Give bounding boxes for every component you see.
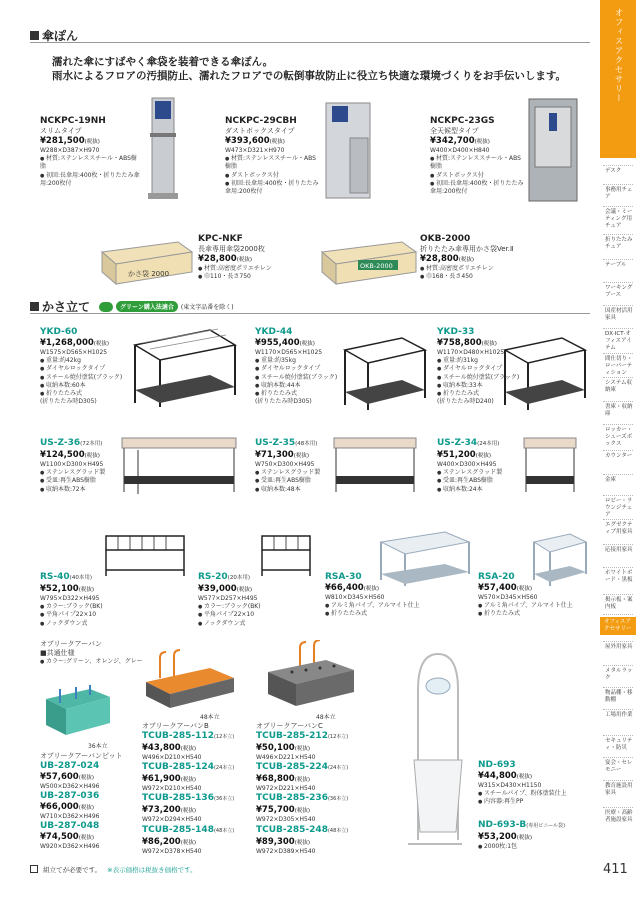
product-ykd-60: YKD-60 ¥1,268,000(税抜) W1575×D565×H1025 ● 重量:約42kg ● ダイヤルロックタイプ ● スチール焼付塗装(ブラック) ● 収納本数:60本 ● 折りたたみ式 (折りたたみ時D305) xyxy=(40,327,135,406)
label-48-b: 48本立 xyxy=(200,714,220,721)
sidebar-item[interactable]: 間仕切り・ローパーティション xyxy=(605,356,633,376)
sidebar-divider xyxy=(603,206,633,207)
label-36: 36本立 xyxy=(88,743,108,750)
sidebar-divider xyxy=(603,377,633,378)
leaf-icon xyxy=(99,302,113,312)
sidebar-divider xyxy=(603,594,633,595)
product-nckpc-23gs: NCKPC-23GS 全天候型タイプ ¥342,700(税抜) W400×D400×H840 ● 材質:ステンレススチール・ABS樹脂 ● ダストボックス付 ● 初回:長傘用:400枚・折りたたみ傘用:200枚付 xyxy=(430,116,525,196)
product-ykd-44: YKD-44 ¥955,400(税抜) W1170×D565×H1025 ● 重量:約35kg ● ダイヤルロックタイプ ● スチール焼付塗装(ブラック) ● 収納本数:44本 ● 折りたたみ式 (折りたたみ時D305) xyxy=(255,327,350,406)
sidebar-divider xyxy=(603,259,633,260)
sidebar-item[interactable]: 教育施設用家具 xyxy=(605,783,633,796)
product-rsa-30: RSA-30 ¥66,400(税抜) W810×D345×H560 ● アルミ角パイプ、アルマイト仕上 ● 折りたたみ式 xyxy=(325,572,435,619)
product-rs-40: RS-40(40本用) ¥52,100(税抜) W795×D322×H495 ● カラー:ブラック(BK) ● 平角パイプ22×10 ● ノックダウン式 xyxy=(40,572,130,628)
lead-line-2: 雨水によるフロアの汚損防止、濡れたフロアでの転倒事故防止に役立ち快適な環境づくりをお手伝いします。 xyxy=(52,70,566,82)
sidebar-divider xyxy=(603,328,633,329)
product-us-z-36: US-Z-36(72本用) ¥124,500(税抜) W1100×D300×H495 ● ステンレスグラッド製 ● 受皿:再生ABS樹脂 ● 収納本数:72本 xyxy=(40,438,135,494)
sidebar-divider xyxy=(603,687,633,688)
sidebar-item[interactable]: オフィスアクセサリー xyxy=(600,617,636,635)
sidebar-divider xyxy=(603,780,633,781)
product-rs-20: RS-20(20本用) ¥39,000(税抜) W577×D257×H495 ● カラー:ブラック(BK) ● 平角パイプ22×10 ● ノックダウン式 xyxy=(198,572,288,628)
sidebar-divider xyxy=(603,567,633,568)
sidebar-divider xyxy=(603,282,633,283)
sidebar-divider xyxy=(603,614,633,615)
sidebar-divider xyxy=(603,519,633,520)
product-image-ykd-60 xyxy=(130,325,240,410)
box-label-kpc: かさ袋 2000 xyxy=(128,270,170,278)
sidebar-item[interactable]: DX·ICT·オフィスアイテム xyxy=(605,331,632,351)
sidebar-divider xyxy=(603,424,633,425)
sidebar-item[interactable]: ロッカー・シューズボックス xyxy=(605,427,633,447)
sidebar-item[interactable]: 折りたたみチェア xyxy=(605,237,633,250)
sidebar-divider xyxy=(603,305,633,306)
sidebar-item[interactable]: 応接用家具 xyxy=(605,547,633,553)
sidebar-item[interactable]: 国産材活用家具 xyxy=(605,308,633,321)
sidebar-item[interactable]: 金庫 xyxy=(605,477,617,483)
sidebar-divider xyxy=(603,735,633,736)
product-image-okb-2000 xyxy=(318,238,418,286)
sidebar-divider xyxy=(603,450,633,451)
sidebar-category-band: オフィスアクセサリー xyxy=(600,0,636,158)
section-title-kasapon: 傘ぽん xyxy=(30,27,78,44)
sidebar-divider xyxy=(603,234,633,235)
page-number: 411 xyxy=(603,862,628,877)
sidebar-item[interactable]: 屋外用家具 xyxy=(605,644,633,650)
product-image-ykd-44 xyxy=(340,330,430,412)
product-image-kpc-nkf xyxy=(98,238,194,286)
sidebar-divider xyxy=(603,165,633,166)
sidebar-item[interactable]: 工場用作業 xyxy=(605,712,633,718)
sidebar-divider xyxy=(603,184,633,185)
product-tcub-285-2xx: オブリークアーバンC TCUB-285-212(12本立) ¥50,100(税抜) W496×D221×H540 TCUB-285-224(24本立) ¥68,800(税抜) W972×D221×H540 TCUB-285-236(36本立) ¥75,700(税抜) W972×D305×H540 TCUB-285-248(48本立) ¥89,300(税抜) W972×D389×H540 xyxy=(256,722,349,855)
product-nckpc-19nh: NCKPC-19NH スリムタイプ ¥281,500(税抜) W288×D387×H970 ● 材質:ステンレススチール・ABS樹脂 ● 初回:長傘用:400枚・折りたたみ傘用:200枚付 xyxy=(40,116,140,188)
sidebar-item[interactable]: 会議・ミーティング用チェア xyxy=(605,209,633,229)
sidebar-divider xyxy=(603,495,633,496)
sidebar-item[interactable]: ワーキングブース xyxy=(605,285,633,298)
sidebar-item[interactable]: 医療・高齢者施設家具 xyxy=(605,810,633,823)
product-kpc-nkf: KPC-NKF 長傘専用傘袋2000枚 ¥28,800(税抜) ● 材質:高密度ポリエチレン ● 巾110・長さ750 xyxy=(198,234,308,281)
sidebar-divider xyxy=(603,544,633,545)
product-ykd-33: YKD-33 ¥758,800(税抜) W1170×D480×H1025 ● 重量:約31kg ● ダイヤルロックタイプ ● スチール焼付塗装(ブラック) ● 収納本数:33本 ● 折りたたみ式 (折りたたみ時D240) xyxy=(437,327,532,406)
sidebar-item[interactable]: 宴会・セレモニー xyxy=(605,760,633,773)
sidebar-item[interactable]: 事務用チェア xyxy=(605,187,633,200)
lead-line-1: 濡れた傘にすばやく傘袋を装着できる傘ぽん。 xyxy=(52,56,274,68)
assembly-icon xyxy=(30,865,38,873)
sidebar-item[interactable]: セキュリティ・防災 xyxy=(605,738,633,751)
product-image-nd-693 xyxy=(398,650,468,850)
sidebar-item[interactable]: カウンター xyxy=(605,453,633,459)
product-okb-2000: OKB-2000 折りたたみ傘専用かさ袋Ver.Ⅱ ¥28,800(税抜) ● 材質:高密度ポリエチレン ● 巾168・長さ450 xyxy=(420,234,540,281)
sidebar-divider xyxy=(603,757,633,758)
product-tcub-285-1xx: オブリークアーバンB TCUB-285-112(12本立) ¥43,800(税抜) W496×D210×H540 TCUB-285-124(24本立) ¥61,900(税抜) W972×D210×H540 TCUB-285-136(36本立) ¥73,200(税抜) W972×D294×H540 TCUB-285-148(48本立) ¥86,200(税抜) W972×D378×H540 xyxy=(142,722,235,855)
product-ub-287: オブリークアーバンピット UB-287-024 ¥57,600(税抜) W500×D362×H496 UB-287-036 ¥66,000(税抜) W710×D362×H496 UB-287-048 ¥74,500(税抜) W920×D362×H496 xyxy=(40,752,123,851)
product-image-tcub-285-1 xyxy=(140,648,240,710)
sidebar-item[interactable]: システム収納庫 xyxy=(605,380,632,393)
product-nd-693: ND-693 ¥44,800(税抜) W315×D430×H1150 ● スチールパイプ、粉体塗装仕上 ● 内容器:再生PP xyxy=(478,760,593,807)
sidebar-item[interactable]: テーブル xyxy=(605,262,627,268)
sidebar-item[interactable]: ロビー・ラウンジチェア xyxy=(605,498,633,518)
product-image-us-z-36 xyxy=(118,432,240,497)
badge-note: (東文字品番を除く) xyxy=(180,304,234,311)
product-image-ub-287 xyxy=(40,685,115,740)
footer-note: 組立てが必要です。 ※表示価格は税抜き価格です。 xyxy=(30,865,197,874)
product-rsa-20: RSA-20 ¥57,400(税抜) W570×D345×H560 ● アルミ角パイプ、アルマイト仕上 ● 折りたたみ式 xyxy=(478,572,588,619)
sidebar-item[interactable]: 書庫・収納庫 xyxy=(605,404,633,417)
divider xyxy=(30,42,590,43)
label-48-c: 48本立 xyxy=(316,714,336,721)
sidebar-item[interactable]: ホワイトボード・黒板 xyxy=(605,570,633,583)
sidebar-item[interactable]: デスク xyxy=(605,168,622,174)
divider xyxy=(30,313,590,314)
sidebar-item[interactable]: エグゼクティブ用家具 xyxy=(605,522,633,535)
sidebar-item[interactable]: メタルラック xyxy=(605,668,633,681)
box-label-okb: OKB-2000 xyxy=(360,262,393,270)
product-nckpc-29cbh: NCKPC-29CBH ダストボックスタイプ ¥393,600(税抜) W473×D321×H970 ● 材質:ステンレススチール・ABS樹脂 ● ダストボックス付 ● 初回:長傘用:400枚・折りたたみ傘用:200枚付 xyxy=(225,116,320,196)
section-title-kasatate: かさ立て グリーン購入法適合 (東文字品番を除く) xyxy=(30,298,234,315)
product-image-nckpc-29cbh xyxy=(318,93,378,203)
product-image-nckpc-23gs xyxy=(525,95,581,205)
product-image-tcub-285-2 xyxy=(262,640,362,710)
urban-header: オブリークアーバン ■共通仕様 ● カラー:グリーン、オレンジ、グレー xyxy=(40,640,240,666)
product-us-z-34: US-Z-34(24本用) ¥51,200(税抜) W400×D300×H495 ● ステンレスグラッド製 ● 受皿:再生ABS樹脂 ● 収納本数:24本 xyxy=(437,438,532,494)
sidebar-divider xyxy=(603,665,633,666)
sidebar-item[interactable]: 掲示板・案内板 xyxy=(605,597,633,610)
product-image-nckpc-19nh xyxy=(138,93,188,203)
sidebar-divider xyxy=(603,807,633,808)
sidebar-divider xyxy=(603,709,633,710)
product-nd-693-b: ND-693-B(専用ビニール袋) ¥53,200(税抜) ● 2000枚:1包 xyxy=(478,820,593,851)
sidebar-item[interactable]: 物品棚・移動棚 xyxy=(605,690,633,703)
product-us-z-35: US-Z-35(48本用) ¥71,300(税抜) W750×D300×H495 ● ステンレスグラッド製 ● 受皿:再生ABS樹脂 ● 収納本数:48本 xyxy=(255,438,350,494)
sidebar-divider xyxy=(603,401,633,402)
sidebar-divider xyxy=(603,474,633,475)
green-purchase-badge: グリーン購入法適合 xyxy=(116,301,178,312)
sidebar-divider xyxy=(603,353,633,354)
sidebar-divider xyxy=(603,641,633,642)
